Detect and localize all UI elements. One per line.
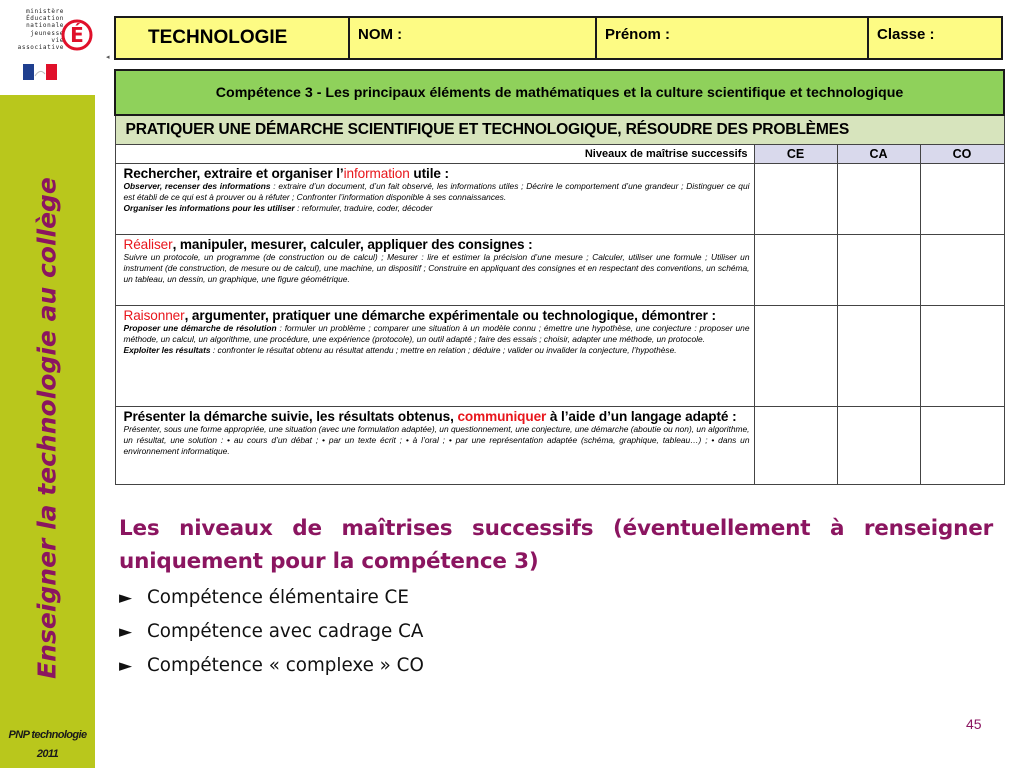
- level-co-header: CO: [920, 144, 1004, 163]
- table-row: [115, 163, 1004, 234]
- arrow-bullet-icon: ►: [119, 622, 133, 642]
- header-prenom-field: Prénom :: [596, 17, 868, 59]
- sidebar: [0, 0, 95, 768]
- levels-paragraph: Les niveaux de maîtrises successifs (éventuellement à renseigner uniquement pour la compétence 3): [119, 516, 993, 574]
- ca-cell[interactable]: [837, 234, 920, 305]
- header-title: TECHNOLOGIE: [115, 17, 349, 59]
- levels-label: Niveaux de maîtrise successifs: [115, 144, 754, 163]
- level-ce-header: CE: [754, 144, 837, 163]
- ce-cell[interactable]: [754, 234, 837, 305]
- table-row: [115, 234, 1004, 305]
- levels-header-row: [115, 144, 1004, 163]
- ce-cell[interactable]: [754, 163, 837, 234]
- item-realiser: Réaliser, manipuler, mesurer, calculer, appliquer des consignes : Suivre un protocole, un programme (de construction ou de calcul) ; Mesurer : lire et estimer la précision d’une mesure ; Calculer, utiliser une formule ; Utiliser un instrument (de construction, de mesure ou de calcul), une machine, un dispositif ; Construire en appliquant des consignes et en respectant des conventions, un schéma, un tableau, un dessin, un graphique, une figure géométrique.: [115, 234, 754, 305]
- row-marker-icon: ◂: [106, 54, 110, 61]
- co-cell[interactable]: [920, 406, 1004, 484]
- list-item: ► Compétence avec cadrage CA: [119, 615, 993, 649]
- competence-title: Compétence 3 - Les principaux éléments de mathématiques et la culture scientifique et technologique: [115, 70, 1004, 115]
- table-row: [115, 305, 1004, 406]
- ca-cell[interactable]: [837, 305, 920, 406]
- body-text: [119, 512, 993, 683]
- co-cell[interactable]: [920, 305, 1004, 406]
- logo-letter: É: [70, 23, 84, 47]
- page-number: 45: [966, 716, 982, 732]
- ministry-e-logo-icon: [60, 5, 94, 55]
- ce-cell[interactable]: [754, 406, 837, 484]
- item-communiquer: Présenter la démarche suivie, les résultats obtenus, communiquer à l’aide d’un langage adapté : Présenter, sous une forme appropriée, une situation (avec une formulation adaptée), un questionnement, une conjecture, une démarche (aboutie ou non), un algorithme, un résultat, une solution : • au cours d’un débat ; • par un texte écrit ; • à l’oral ; • par une représentation adaptée (schéma, graphique, tableau…) ; • dans un environnement informatique.: [115, 406, 754, 484]
- list-item: ► Compétence « complexe » CO: [119, 649, 993, 683]
- ca-cell[interactable]: [837, 406, 920, 484]
- competence-table: [114, 69, 1005, 485]
- arrow-bullet-icon: ►: [119, 588, 133, 608]
- ce-cell[interactable]: [754, 305, 837, 406]
- ministry-name: ministère Éducation nationale jeunesse vie associative: [17, 8, 64, 52]
- arrow-bullet-icon: ►: [119, 656, 133, 676]
- level-ca-header: CA: [837, 144, 920, 163]
- header-table: [114, 16, 1003, 60]
- ministry-logo-area: [0, 0, 95, 95]
- republic-flag-icon: [23, 64, 57, 80]
- list-item: ► Compétence élémentaire CE: [119, 581, 993, 615]
- vertical-title: Enseigner la technologie au collège: [32, 177, 62, 679]
- competence-subtitle: PRATIQUER UNE DÉMARCHE SCIENTIFIQUE ET TECHNOLOGIQUE, RÉSOUDRE DES PROBLÈMES: [115, 115, 1004, 144]
- ca-cell[interactable]: [837, 163, 920, 234]
- levels-list: [119, 581, 993, 683]
- co-cell[interactable]: [920, 163, 1004, 234]
- header-classe-field: Classe :: [868, 17, 1002, 59]
- pnp-label: PNP technologie 2011: [8, 729, 87, 760]
- co-cell[interactable]: [920, 234, 1004, 305]
- table-row: [115, 406, 1004, 484]
- item-raisonner: Raisonner, argumenter, pratiquer une démarche expérimentale ou technologique, démontrer : Proposer une démarche de résolution : formuler un problème ; comparer une situation à un modèle connu ; émettre une hypothèse, une conjecture : proposer une méthode, un calcul, un algorithme, une procédure, une expérience (protocole), un outil adapté ; faire des essais ; choisir, adapter une méthode, un protocole. Exploiter les résultats : confronter le résultat obtenu au résultat attendu ; mettre en relation ; déduire ; valider ou invalider la conjecture, l’hypothèse.: [115, 305, 754, 406]
- header-nom-field: NOM :: [349, 17, 596, 59]
- item-information: Rechercher, extraire et organiser l’information utile : Observer, recenser des informations : extraire d’un document, d’un fait observé, les informations utiles ; Décrire le comportement d’une grandeur ; Distinguer ce qui est établi de ce qui est à prouver ou à réfuter ; Confronter l’information disponible à ses connaissances. Organiser les informations pour les utiliser : reformuler, traduire, coder, décoder: [115, 163, 754, 234]
